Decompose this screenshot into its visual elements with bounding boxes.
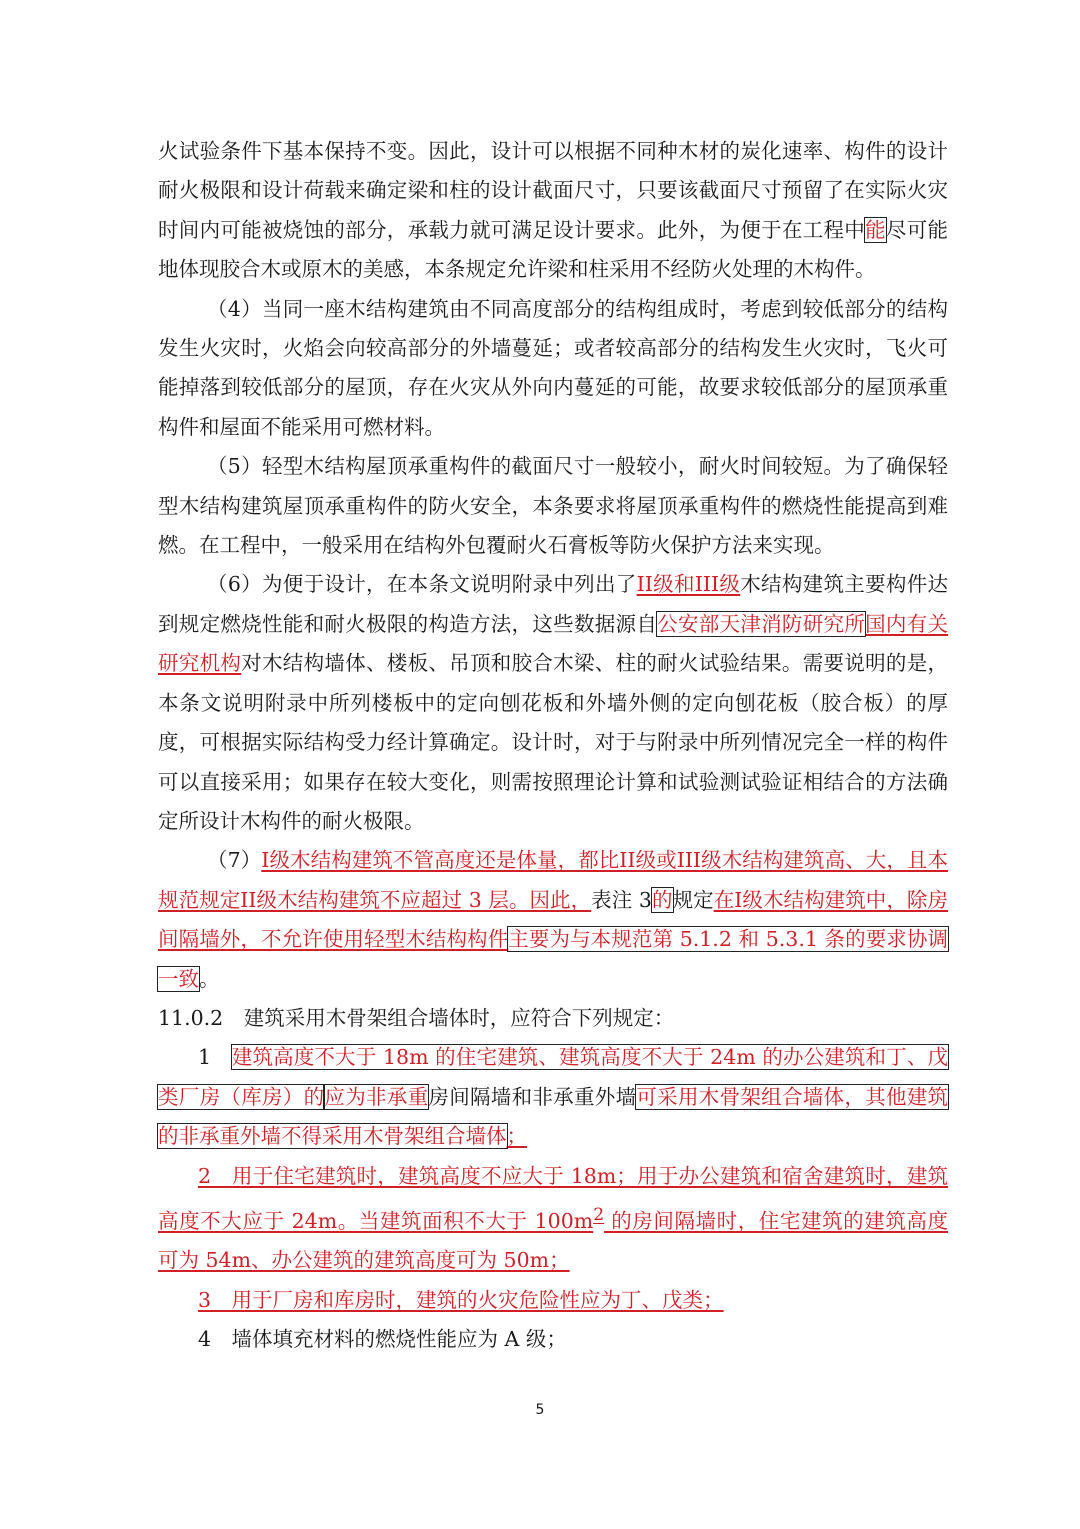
- clause-item-2: [158, 1157, 948, 1281]
- revision-mark: 能: [865, 217, 886, 242]
- text-run: 规定: [672, 887, 714, 912]
- revision-insert: 2 用于住宅建筑时，建筑高度不应大于 18m；用于办公建筑和宿舍建筑时，建筑高度不大应于 24m。当建筑面积不大于 100m: [158, 1163, 948, 1233]
- text-run: 表注 3: [591, 887, 652, 912]
- clause-item-3: [158, 1281, 948, 1320]
- text-run: （6）为便于设计，在本条文说明附录中列出了: [207, 572, 637, 597]
- revision-insert: 在I级木结构建筑中，除房间隔墙外，不允许使用轻型木结构构件: [158, 887, 949, 952]
- revision-delete-box: 建筑高度不大于 18m 的住宅建筑、建筑高度不大于 24m 的办公建筑和丁、戊类厂房（库房）的: [158, 1045, 948, 1109]
- paragraph-item-7: [158, 841, 948, 999]
- revision-insert: 国内有关研究机构: [158, 611, 949, 676]
- superscript: 2: [593, 1204, 605, 1225]
- revision-insert: 3 用于厂房和库房时，建筑的火灾危险性应为丁、戊类；: [198, 1287, 724, 1312]
- revision-delete-box: 主要为与本规范第 5.1.2 和 5.3.1 条的要求协调一致: [158, 927, 949, 991]
- text-run: 木结构建筑主要构件达到规定燃烧性能和耐火极限的构造方法，这些数据源自: [158, 572, 949, 636]
- paragraph-item-4: （4）当同一座木结构建筑由不同高度部分的结构组成时，考虑到较低部分的结构发生火灾时，火焰会向较高部分的外墙蔓延；或者较高部分的结构发生火灾时，飞火可能掉落到较低部分的屋顶，存在火灾从外向内蔓延的可能，故要求较低部分的屋顶承重构件和屋面不能采用可燃材料。: [158, 296, 948, 439]
- revision-delete-box: 公安部天津消防研究所: [657, 611, 866, 636]
- text-run: 对木结构墙体、楼板、吊顶和胶合木梁、柱的耐火试验结果。需要说明的是，本条文说明附录中所列楼板中的定向刨花板和外墙外侧的定向刨花板（胶合板）的厚度，可根据实际结构受力经计算确定。设计时，对于与附录中所列情况完全一样的构件可以直接采用；如果存在较大变化，则需按照理论计算和试验测试验证相结合的方法确定所设计木构件的耐火极限。: [158, 651, 949, 833]
- paragraph-item-5: （5）轻型木结构屋顶承重构件的截面尺寸一般较小，耐火时间较短。为了确保轻型木结构建筑屋顶承重构件的防火安全，本条要求将屋顶承重构件的燃烧性能提高到难燃。在工程中，一般采用在结构外包覆耐火石膏板等防火保护方法来实现。: [158, 454, 948, 558]
- document-body: [158, 132, 948, 1359]
- revision-insert: 的房间隔墙时，住宅建筑的建筑高度可为 54m、办公建筑的建筑高度可为 50m；: [158, 1208, 949, 1273]
- page-number: 5: [535, 1402, 545, 1418]
- revision-insert: I级木结构建筑不管高度还是体量，都比II级或III级木结构建筑高、大，且本规范规定II级木结构建筑不应超过 3 层。因此，: [158, 848, 948, 912]
- revision-insert: ；: [506, 1124, 527, 1149]
- item-number: 1: [198, 1045, 232, 1070]
- text-run: 。: [199, 966, 220, 991]
- revision-delete-box: 应为非承重: [324, 1084, 429, 1109]
- paragraph-item-6: [158, 565, 948, 841]
- text-run: （7）: [207, 848, 262, 873]
- text-run: 房间隔墙和非承重外墙: [428, 1084, 637, 1109]
- paragraph-continuation: [158, 132, 948, 290]
- clause-item-1: [158, 1038, 948, 1156]
- revision-delete-box: 的: [651, 887, 673, 912]
- clause-heading: 11.0.2 建筑采用木骨架组合墙体时，应符合下列规定：: [158, 1005, 675, 1030]
- clause-item-4: 4 墙体填充材料的燃烧性能应为 A 级；: [198, 1327, 567, 1352]
- revision-insert: II级和III级: [636, 572, 741, 597]
- text-run: 尽可能地体现胶合木或原木的美感，本条规定允许梁和柱采用不经防火处理的木构件。: [158, 217, 949, 282]
- revision-delete-box: 可采用木骨架组合墙体，其他建筑的非承重外墙不得采用木骨架组合墙体: [158, 1084, 949, 1149]
- text-run: 火试验条件下基本保持不变。因此，设计可以根据不同种木材的炭化速率、构件的设计耐火极限和设计荷载来确定梁和柱的设计截面尺寸，只要该截面尺寸预留了在实际火灾时间内可能被烧蚀的部分，承载力就可满足设计要求。此外，为便于在工程中: [158, 139, 948, 242]
